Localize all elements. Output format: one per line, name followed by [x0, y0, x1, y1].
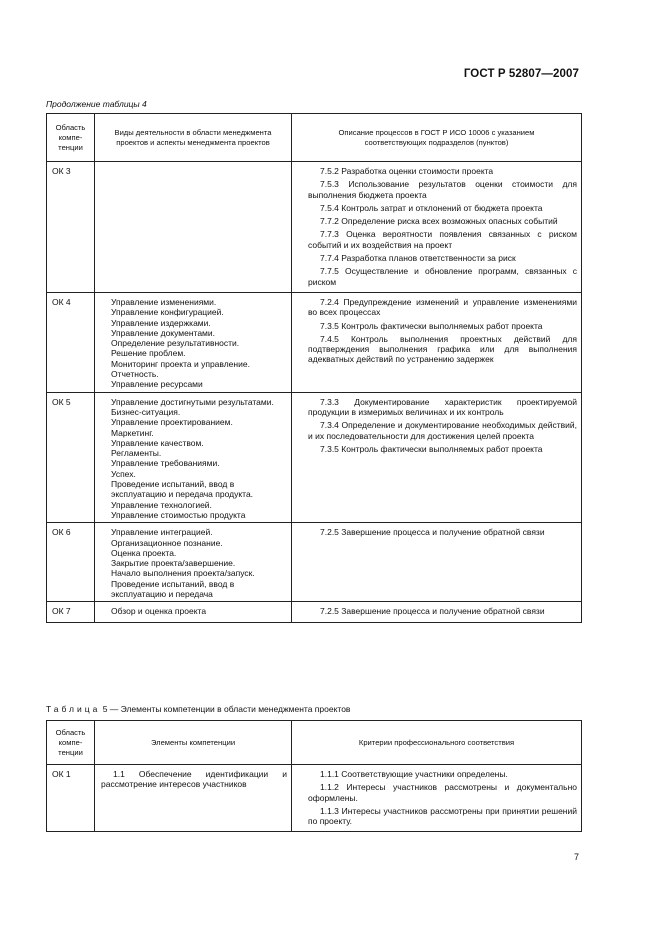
- activity-item: Управление технологией.: [111, 499, 212, 510]
- activity-item: Управление интеграцией.: [111, 527, 213, 538]
- process-item: 7.7.3 Оценка вероятности появления связанных с риском событий и их воздействия на проект: [308, 229, 577, 250]
- activities-cell: [95, 162, 292, 293]
- activity-item: Закрытие проекта/завершение.: [111, 558, 236, 569]
- table-row: [47, 602, 582, 622]
- col-header-area: Область компе-тенции: [47, 114, 95, 162]
- table-4: [46, 113, 582, 623]
- activity-item: Успех.: [111, 468, 136, 479]
- process-item: 7.7.4 Разработка планов ответственности за риск: [320, 253, 516, 264]
- criteria-cell: [292, 765, 582, 832]
- standard-header: ГОСТ Р 52807—2007: [463, 68, 579, 80]
- col-header-area: Область компе-тенции: [47, 721, 95, 765]
- process-item: 7.3.4 Определение и документирование необходимых действий, и их последовательности для достижения целей проекта: [308, 420, 577, 441]
- activity-item: Управление достигнутыми результатами.: [111, 396, 274, 407]
- activity-item: Мониторинг проекта и управление.: [111, 358, 250, 369]
- process-item: 7.2.4 Предупреждение изменений и управление изменениями во всех процессах: [308, 296, 577, 318]
- table-row: [47, 765, 582, 832]
- activity-item: Организационное познание.: [111, 537, 223, 548]
- activities-cell: [95, 392, 292, 523]
- process-item: 7.7.5 Осуществление и обновление программ, связанных с риском: [308, 266, 577, 287]
- activity-item: Управление документами.: [111, 327, 216, 338]
- activity-item: Управление качеством.: [111, 437, 204, 448]
- process-item: 7.5.3 Использование результатов оценки стоимости для выполнения бюджета проекта: [308, 179, 577, 200]
- activity-item: Регламенты.: [111, 448, 162, 459]
- criterion-item: 1.1.2 Интересы участников рассмотрены и документально оформлены.: [308, 782, 577, 803]
- activities-cell: [95, 292, 292, 392]
- activity-item: Управление требованиями.: [111, 458, 220, 469]
- activity-item: Управление ресурсами: [111, 379, 203, 390]
- col-header-criteria: Критерии профессионального соответствия: [292, 721, 582, 765]
- process-item: 7.2.5 Завершение процесса и получение обратной связи: [320, 606, 545, 617]
- process-item: 7.5.4 Контроль затрат и отклонений от бюджета проекта: [320, 202, 543, 213]
- activity-item: Определение результативности.: [111, 338, 240, 349]
- process-item: 7.3.3 Документирование характеристик проектируемой продукции в измеримых величинах и их контроль: [308, 396, 577, 417]
- activity-item: Отчетность.: [111, 369, 159, 380]
- activities-cell: [95, 602, 292, 622]
- activity-item: Начало выполнения проекта/запуск.: [111, 568, 255, 579]
- competence-code: ОК 1: [47, 765, 95, 832]
- competence-code: ОК 7: [47, 602, 95, 622]
- process-item: 7.4.5 Контроль выполнения проектных действий для подтверждения выполнения графика или для выполнения адекватных действий по устранению задержек: [308, 333, 577, 365]
- page-number: 7: [573, 852, 579, 862]
- criterion-item: 1.1.1 Соответствующие участники определены.: [320, 769, 508, 779]
- activity-item: Управление конфигурацией.: [111, 307, 224, 318]
- processes-cell: [292, 602, 582, 622]
- activity-item: Проведение испытаний, ввод в эксплуатацию и передача продукта.: [111, 479, 254, 500]
- table-row: [47, 292, 582, 392]
- table-row: [47, 523, 582, 602]
- activity-item: Решение проблем.: [111, 348, 186, 359]
- table-5: [46, 720, 582, 832]
- activity-item: Управление проектированием.: [111, 417, 233, 428]
- competence-code: ОК 4: [47, 292, 95, 392]
- col-header-elements: Элементы компетенции: [95, 721, 292, 765]
- activity-item: Оценка проекта.: [111, 547, 177, 558]
- competence-element: 1.1 Обеспечение идентификации и рассмотрение интересов участников: [101, 769, 287, 790]
- table-5-caption: [46, 704, 350, 714]
- process-item: 7.3.5 Контроль фактически выполняемых работ проекта: [320, 320, 543, 331]
- col-header-processes: Описание процессов в ГОСТ Р ИСО 10006 с указанием соответствующих подразделов (пунктов): [292, 114, 582, 162]
- activity-item: Управление стоимостью продукта: [111, 509, 246, 520]
- table-5-caption-rest: 5 — Элементы компетенции в области менеджмента проектов: [100, 704, 351, 714]
- criterion-item: 1.1.3 Интересы участников рассмотрены при принятии решений по проекту.: [308, 805, 577, 827]
- processes-cell: [292, 392, 582, 523]
- activity-item: Маркетинг.: [111, 427, 154, 438]
- process-item: 7.5.2 Разработка оценки стоимости проекта: [320, 166, 494, 176]
- competence-code: ОК 3: [47, 162, 95, 293]
- table-row: [47, 162, 582, 293]
- activities-cell: [95, 523, 292, 602]
- activity-item: Проведение испытаний, ввод в эксплуатацию и передача: [111, 578, 235, 599]
- processes-cell: [292, 292, 582, 392]
- competence-code: ОК 6: [47, 523, 95, 602]
- processes-cell: [292, 523, 582, 602]
- col-header-activities: Виды деятельности в области менеджмента проектов и аспекты менеджмента проектов: [95, 114, 292, 162]
- processes-cell: [292, 162, 582, 293]
- activity-item: Управление издержками.: [111, 317, 211, 328]
- activity-item: Бизнес-ситуация.: [111, 406, 181, 417]
- activity-item: Управление изменениями.: [111, 296, 217, 307]
- activity-item: Обзор и оценка проекта: [111, 606, 207, 617]
- competence-code: ОК 5: [47, 392, 95, 523]
- table-5-caption-word: Таблица: [46, 704, 101, 714]
- process-item: 7.7.2 Определение риска всех возможных опасных событий: [320, 216, 558, 227]
- table-row: [47, 392, 582, 523]
- process-item: 7.3.5 Контроль фактически выполняемых работ проекта: [320, 443, 543, 454]
- table-continuation-label: Продолжение таблицы 4: [46, 99, 147, 109]
- process-item: 7.2.5 Завершение процесса и получение обратной связи: [320, 527, 545, 538]
- element-cell: [95, 765, 292, 832]
